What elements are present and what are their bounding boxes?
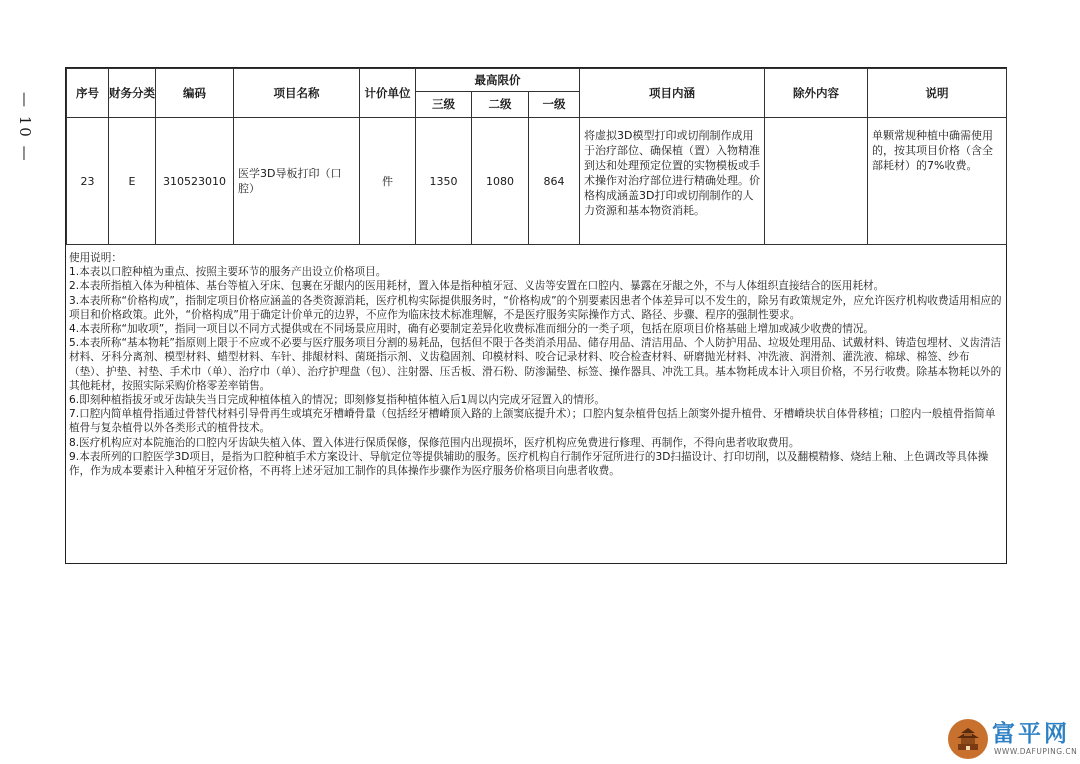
header-excluded: 除外内容 — [765, 69, 868, 118]
cell-level1: 864 — [529, 118, 580, 245]
header-max-price: 最高限价 — [416, 69, 580, 92]
fee-sheet — [65, 67, 1007, 564]
table-row — [67, 118, 1007, 245]
header-level2: 二级 — [472, 92, 529, 118]
cell-level2: 1080 — [472, 118, 529, 245]
note-item: 3.本表所称“价格构成”，指制定项目价格应涵盖的各类资源消耗，医疗机构实际提供服务时，“价格构成”的个别要素因患者个体差异可以不发生的，除另有政策规定外，应允许医疗机构收费适用相应的项目和价格政策。此外，“价格构成”用于确定计价单元的边界，不应作为临床技术标准理解，不是医疗服务实际操作方式、路径、步骤、程序的强制性要求。 — [69, 294, 1002, 321]
header-level1: 一级 — [529, 92, 580, 118]
header-code: 编码 — [156, 69, 234, 118]
price-table — [66, 68, 1007, 245]
header-content: 项目内涵 — [580, 69, 765, 118]
cell-seq: 23 — [67, 118, 109, 245]
cell-excluded — [765, 118, 868, 245]
tower-icon — [948, 719, 988, 759]
note-item: 1.本表以口腔种植为重点、按照主要环节的服务产出设立价格项目。 — [69, 266, 387, 279]
site-watermark — [948, 717, 1076, 761]
header-level3: 三级 — [416, 92, 472, 118]
header-unit: 计价单位 — [360, 69, 416, 118]
note-item: 8.医疗机构应对本院施治的口腔内牙齿缺失植入体、置入体进行保质保修，保修范围内出现损坏，医疗机构应免费进行修理、再制作，不得向患者收取费用。 — [69, 436, 800, 449]
cell-category: E — [109, 118, 156, 245]
page-number: — 10 — — [16, 92, 34, 163]
cell-level3: 1350 — [416, 118, 472, 245]
watermark-url: WWW.DAFUPING.CN — [994, 747, 1078, 756]
table-header-row — [67, 69, 1007, 92]
usage-notes — [69, 251, 1004, 478]
watermark-site-name: 富平网 — [992, 721, 1070, 747]
note-item: 2.本表所指植入体为种植体、基台等植入牙床、包裹在牙龈内的医用耗材，置入体是指种植牙冠、义齿等安置在口腔内、暴露在牙龈之外，不与人体组织直接结合的医用耗材。 — [69, 280, 885, 293]
header-remark: 说明 — [868, 69, 1007, 118]
note-item: 6.即刻种植指拔牙或牙齿缺失当日完成种植体植入的情况；即刻修复指种植体植入后1周以内完成牙冠置入的情形。 — [69, 394, 605, 407]
header-name: 项目名称 — [234, 69, 360, 118]
note-item: 4.本表所称“加收项”，指同一项目以不同方式提供或在不同场景应用时，确有必要制定差异化收费标准而细分的一类子项，包括在原项目价格基础上增加或减少收费的情况。 — [69, 323, 875, 336]
header-category: 财务分类 — [109, 69, 156, 118]
cell-code: 310523010 — [156, 118, 234, 245]
note-item: 9.本表所列的口腔医学3D项目，是指为口腔种植手术方案设计、导航定位等提供辅助的服务。医疗机构自行制作牙冠所进行的3D扫描设计、打印切削，以及翻模精修、烧结上釉、上色调改等具体操作，作为成本要素计入种植牙牙冠价格，不再将上述牙冠加工制作的具体操作步骤作为医疗服务价格项目向患者收费。 — [69, 450, 989, 478]
cell-unit: 件 — [360, 118, 416, 245]
cell-remark: 单颗常规种植中确需使用的，按其项目价格（含全部耗材）的7%收费。 — [868, 118, 1007, 245]
header-seq: 序号 — [67, 69, 109, 118]
notes-title: 使用说明： — [69, 252, 122, 264]
cell-content: 将虚拟3D模型打印或切削制作成用于治疗部位、确保植（置）入物精准到达和处理预定位置的实物模板或手术操作对治疗部位进行精确处理。价格构成涵盖3D打印或切削制作的人力资源和基本物资消耗。 — [580, 118, 765, 245]
note-item: 7.口腔内简单植骨指通过骨替代材料引导骨再生或填充牙槽嵴骨量（包括经牙槽嵴顶入路的上颌窦底提升术）；口腔内复杂植骨包括上颌窦外提升植骨、牙槽嵴块状自体骨移植；口腔内一般植骨指简单植骨与复杂植骨以外各类形式的植骨技术。 — [69, 408, 996, 435]
note-item: 5.本表所称“基本物耗”指原则上限于不应或不必要与医疗服务项目分割的易耗品，包括但不限于各类消杀用品、储存用品、清洁用品、个人防护用品、垃圾处理用品、试戴材料、铸造包埋材、义齿清洁材料、牙科分离剂、模型材料、蜡型材料、车针、排龈材料、菌斑指示剂、义齿稳固剂、印模材料、咬合记录材料、咬合检查材料、研磨抛光材料、冲洗液、润滑剂、灌洗液、棉球、棉签、纱布（垫）、护垫、衬垫、手术巾（单）、治疗巾（单）、治疗护理盘（包）、注射器、压舌板、滑石粉、防渗漏垫、标签、操作器具、冲洗工具。基本物耗成本计入项目价格，不另行收费。除基本物耗以外的其他耗材，按照实际采购价格零差率销售。 — [69, 337, 1002, 392]
cell-name: 医学3D导板打印（口腔） — [234, 118, 360, 245]
